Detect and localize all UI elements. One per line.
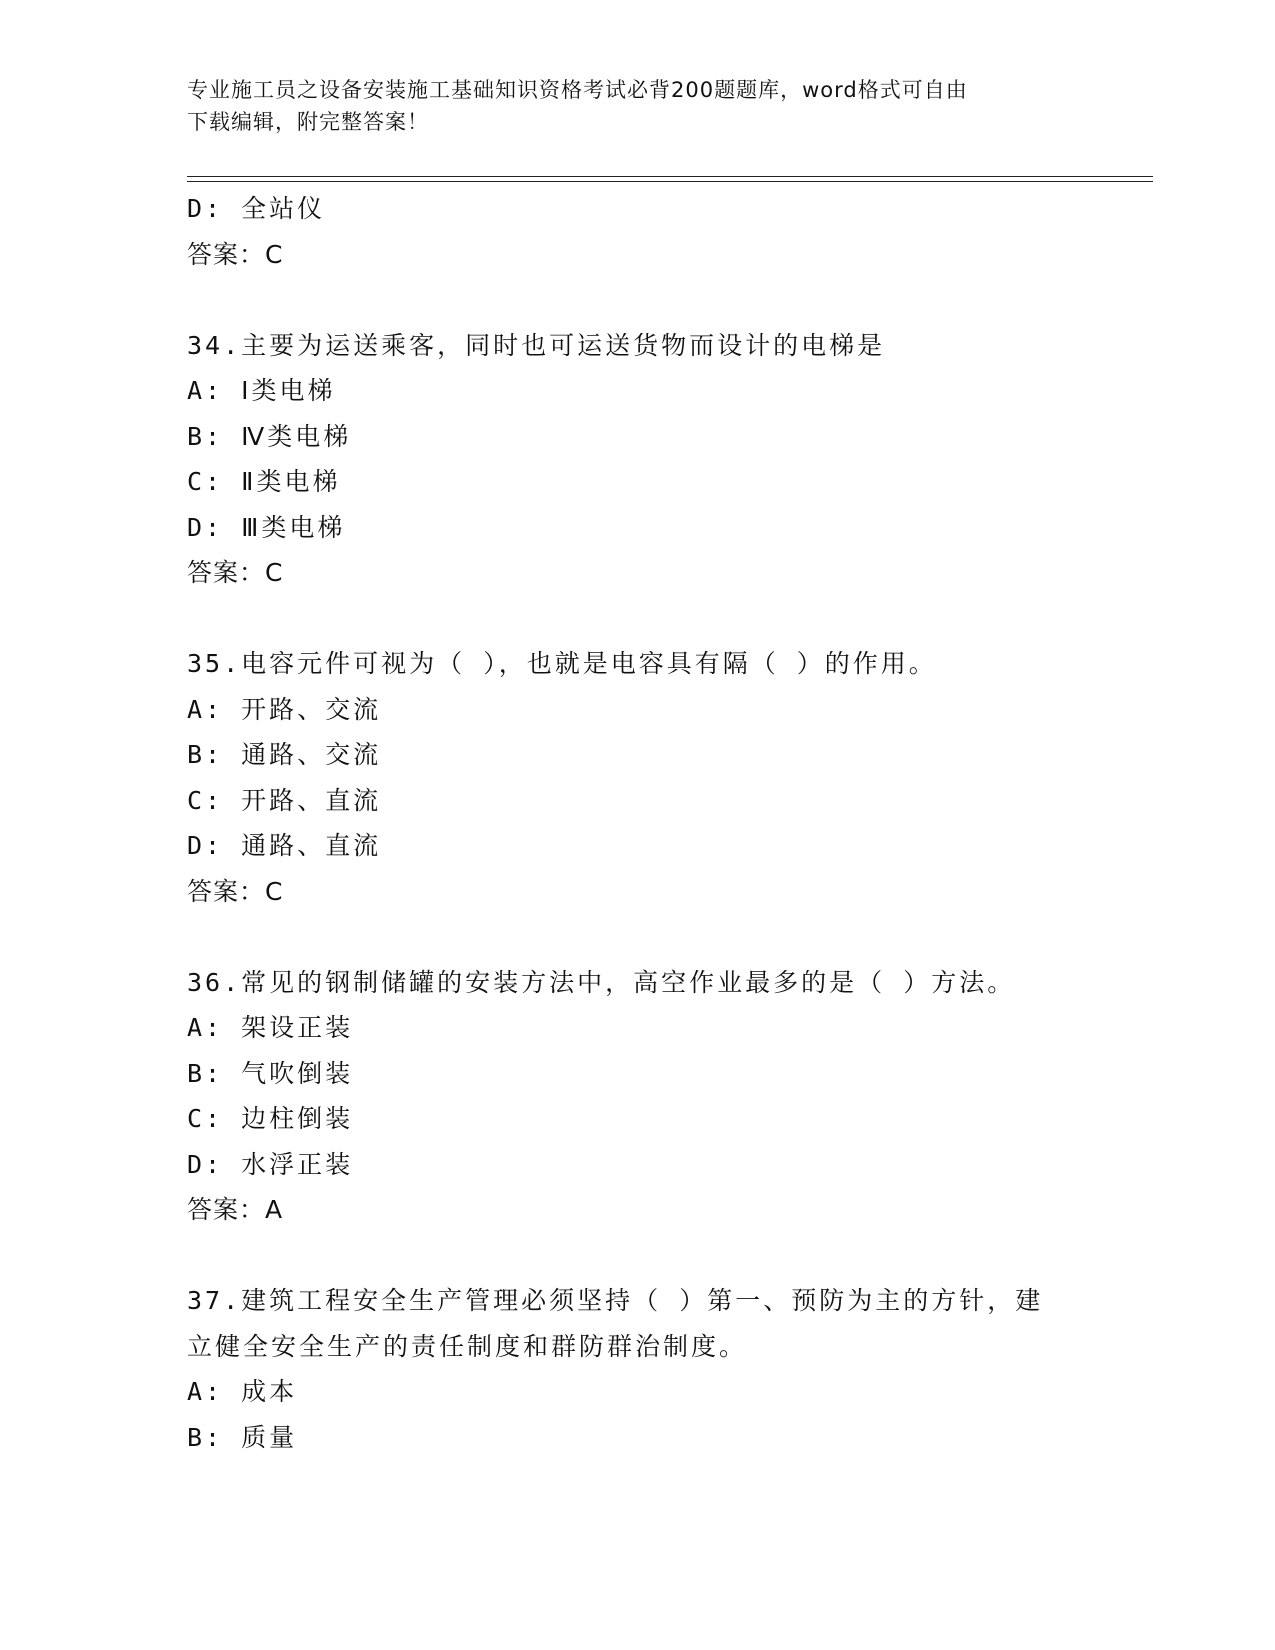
question-list [187, 186, 1087, 1460]
option-d: D: Ⅲ类电梯 [187, 512, 346, 542]
option-b: B: 气吹倒装 [187, 1058, 354, 1088]
question-stem-line: 37.建筑工程安全生产管理必须坚持（ ）第一、预防为主的方针，建 [187, 1286, 1044, 1315]
option-c: C: 开路、直流 [187, 785, 382, 815]
option-b: B: 质量 [187, 1422, 298, 1452]
question-36 [187, 960, 1087, 1233]
question-37 [187, 1278, 1087, 1460]
spacer [187, 277, 1087, 323]
question-stem-line: 36.常见的钢制储罐的安装方法中，高空作业最多的是（ ）方法。 [187, 967, 1016, 997]
answer-line: 答案：C [187, 239, 284, 269]
header-divider-bottom [187, 181, 1153, 182]
option-c: C: Ⅱ类电梯 [187, 467, 341, 496]
question-stem [187, 1278, 1087, 1369]
option-a: A: 开路、交流 [187, 694, 382, 724]
carryover-question [187, 186, 1087, 277]
question-stem [187, 323, 1087, 369]
option-b: B: 通路、交流 [187, 740, 382, 769]
page-header [187, 74, 1067, 138]
header-title-line-1: 专业施工员之设备安装施工基础知识资格考试必背200题题库，word格式可自由 [187, 78, 968, 102]
option-a: A: 架设正装 [187, 1013, 354, 1042]
spacer [187, 596, 1087, 642]
option-d: D: 通路、直流 [187, 831, 382, 860]
answer-line: 答案：C [187, 558, 284, 587]
answer-line: 答案：A [187, 1195, 284, 1224]
question-34 [187, 323, 1087, 596]
option-c: C: 边柱倒装 [187, 1104, 354, 1133]
header-title-line-2: 下载编辑，附完整答案！ [187, 110, 429, 134]
question-stem-line: 立健全安全生产的责任制度和群防群治制度。 [187, 1331, 748, 1361]
option-b: B: Ⅳ类电梯 [187, 421, 352, 451]
option-a: A: 成本 [187, 1377, 298, 1406]
question-stem-line: 34.主要为运送乘客，同时也可运送货物而设计的电梯是 [187, 330, 886, 360]
spacer [187, 914, 1087, 960]
option-a: A: Ⅰ类电梯 [187, 376, 336, 405]
question-stem [187, 960, 1087, 1006]
option-d: D: 水浮正装 [187, 1149, 354, 1179]
spacer [187, 1233, 1087, 1279]
option-d: D: 全站仪 [187, 194, 326, 223]
question-35 [187, 641, 1087, 914]
question-stem [187, 641, 1087, 687]
header-divider-top [187, 176, 1153, 177]
question-stem-line: 35.电容元件可视为（ ），也就是电容具有隔（ ）的作用。 [187, 649, 937, 678]
answer-line: 答案：C [187, 876, 284, 906]
